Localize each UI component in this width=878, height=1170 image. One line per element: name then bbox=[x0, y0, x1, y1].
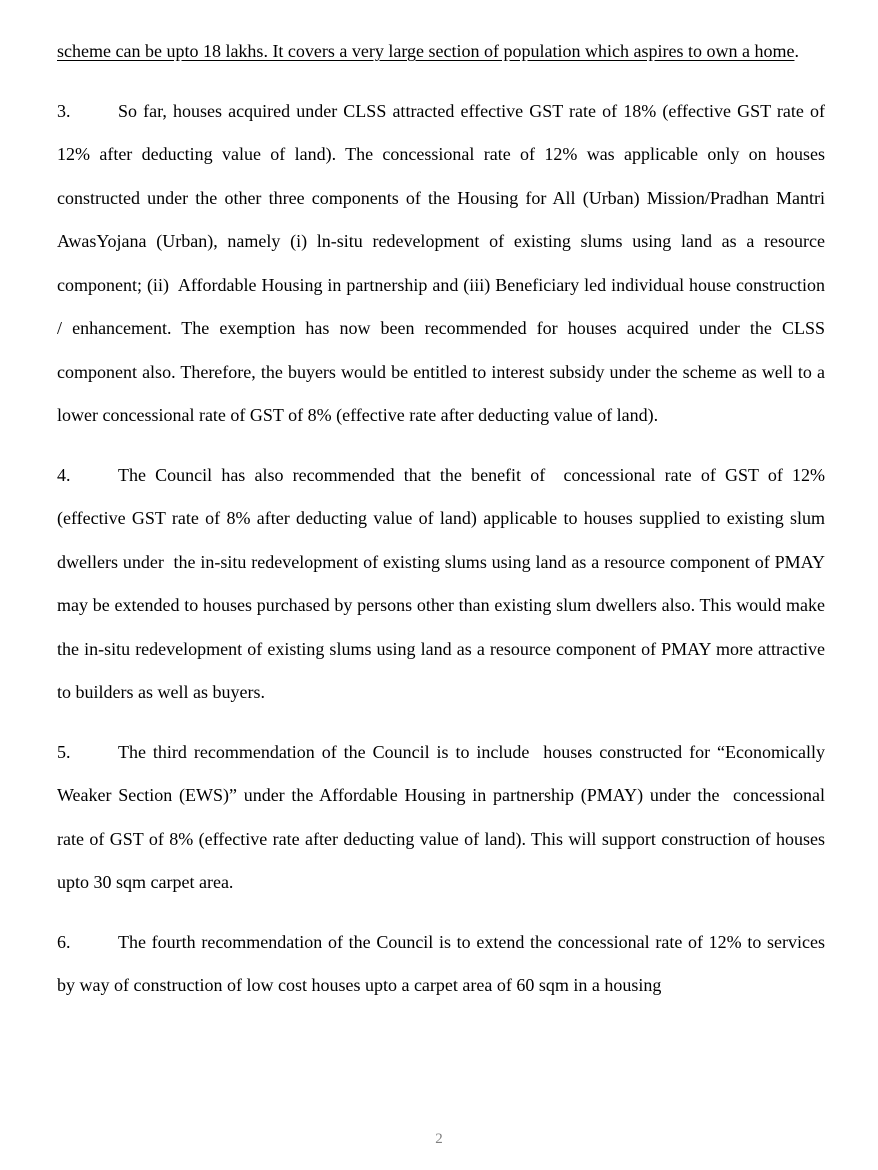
continuation-trailing-period: . bbox=[794, 41, 799, 61]
paragraph-3 bbox=[57, 90, 830, 438]
paragraph-5-number: 5. bbox=[57, 741, 71, 762]
continuation-paragraph bbox=[57, 30, 825, 74]
paragraph-4-number: 4. bbox=[57, 464, 71, 485]
paragraph-4-text: The Council has also recommended that the benefit of concessional rate of GST of 12% (effective GST rate of 8% after deducting value of land) applicable to houses supplied to existing slum dwellers under the in-situ redevelopment of existing slums using land as a resource component of PMAY may be extended to houses purchased by persons other than existing slum dwellers also. This would make the in-situ redevelopment of existing slums using land as a resource component of PMAY more attractive to builders as well as buyers. bbox=[57, 464, 830, 702]
paragraph-4 bbox=[57, 454, 830, 715]
paragraph-5-text: The third recommendation of the Council is to include houses constructed for “Economically Weaker Section (EWS)” under the Affordable Housing in partnership (PMAY) under the concessional rate of GST of 8% (effective rate after deducting value of land). This will support construction of houses upto 30 sqm carpet area. bbox=[57, 741, 830, 892]
paragraph-5 bbox=[57, 731, 830, 905]
page-number: 2 bbox=[435, 1131, 443, 1147]
paragraph-6 bbox=[57, 921, 830, 1008]
document-body bbox=[57, 30, 830, 1008]
paragraph-6-text: The fourth recommendation of the Council is to extend the concessional rate of 12% to services by way of construction of low cost houses upto a carpet area of 60 sqm in a housing bbox=[57, 931, 830, 995]
continuation-underlined-text: scheme can be upto 18 lakhs. It covers a very large section of population which aspires to own a home bbox=[57, 41, 795, 61]
paragraph-3-text: So far, houses acquired under CLSS attracted effective GST rate of 18% (effective GST rate of 12% after deducting value of land). The concessional rate of 12% was applicable only on houses constructed under the other three components of the Housing for All (Urban) Mission/Pradhan Mantri AwasYojana (Urban), namely (i) ln-situ redevelopment of existing slums using land as a resource component; (ii) Affordable Housing in partnership and (iii) Beneficiary led individual house construction / enhancement. The exemption has now been recommended for houses acquired under the CLSS component also. Therefore, the buyers would be entitled to interest subsidy under the scheme as well to a lower concessional rate of GST of 8% (effective rate after deducting value of land). bbox=[57, 100, 830, 425]
paragraph-3-number: 3. bbox=[57, 100, 71, 121]
paragraph-6-number: 6. bbox=[57, 931, 71, 952]
